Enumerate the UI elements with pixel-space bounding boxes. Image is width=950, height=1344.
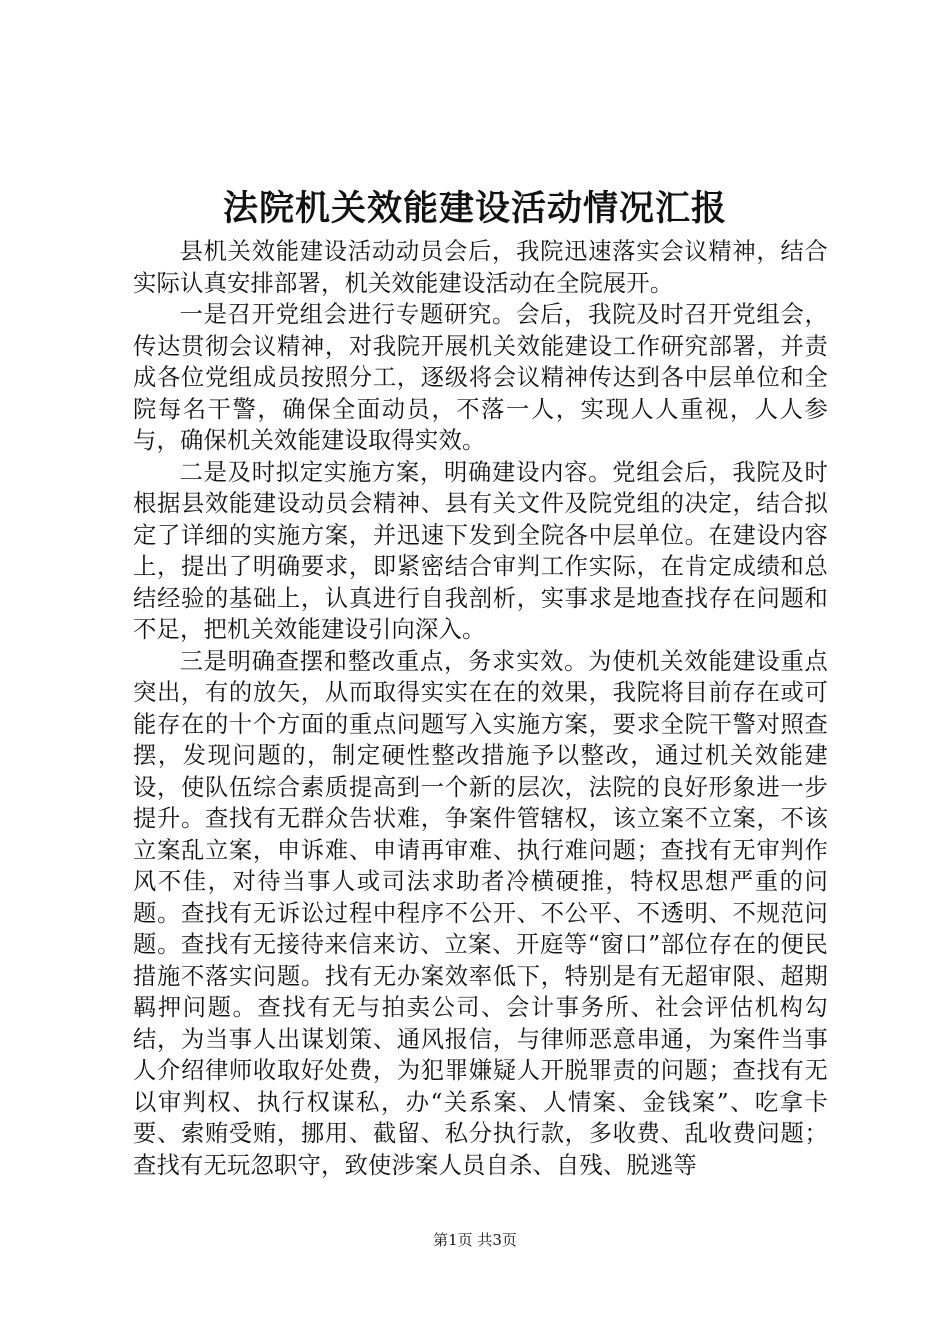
paragraph-intro: 县机关效能建设活动动员会后，我院迅速落实会议精神，结合实际认真安排部署，机关效能建设活动在全院展开。 <box>133 238 828 297</box>
paragraph-point-one: 一是召开党组会进行专题研究。会后，我院及时召开党组会，传达贯彻会议精神，对我院开展机关效能建设工作研究部署，并责成各位党组成员按照分工，逐级将会议精神传达到各中层单位和全院每名干警，确保全面动员，不落一人，实现人人重视，人人参与，确保机关效能建设取得实效。 <box>133 301 828 454</box>
paragraph-point-two: 二是及时拟定实施方案，明确建设内容。党组会后，我院及时根据县效能建设动员会精神、县有关文件及院党组的决定，结合拟定了详细的实施方案，并迅速下发到全院各中层单位。在建设内容上，提出了明确要求，即紧密结合审判工作实际，在肯定成绩和总结经验的基础上，认真进行自我剖析，实事求是地查找存在问题和不足，把机关效能建设引向深入。 <box>133 458 828 643</box>
document-title: 法院机关效能建设活动情况汇报 <box>222 188 727 229</box>
paragraph-point-three: 三是明确查摆和整改重点，务求实效。为使机关效能建设重点突出，有的放矢，从而取得实实在在的效果，我院将目前存在或可能存在的十个方面的重点问题写入实施方案，要求全院干警对照查摆，发现问题的，制定硬性整改措施予以整改，通过机关效能建设，使队伍综合素质提高到一个新的层次，法院的良好形象进一步提升。查找有无群众告状难，争案件管辖权，该立案不立案，不该立案乱立案，申诉难、申请再审难、执行难问题；查找有无审判作风不佳，对待当事人或司法求助者冷横硬推，特权思想严重的问题。查找有无诉讼过程中程序不公开、不公平、不透明、不规范问题。查找有无接待来信来访、立案、开庭等“窗口”部位存在的便民措施不落实问题。找有无办案效率低下，特别是有无超审限、超期羁押问题。查找有无与拍卖公司、会计事务所、社会评估机构勾结，为当事人出谋划策、通风报信，与律师恶意串通，为案件当事人介绍律师收取好处费，为犯罪嫌疑人开脱罪责的问题；查找有无以审判权、执行权谋私，办“关系案、人情案、金钱案”、吃拿卡要、索贿受贿，挪用、截留、私分执行款，多收费、乱收费问题；查找有无玩忽职守，致使涉案人员自杀、自残、脱逃等 <box>133 647 828 1179</box>
document-body <box>133 236 828 1181</box>
page-number-footer: 第1页 共3页 <box>433 1231 517 1249</box>
